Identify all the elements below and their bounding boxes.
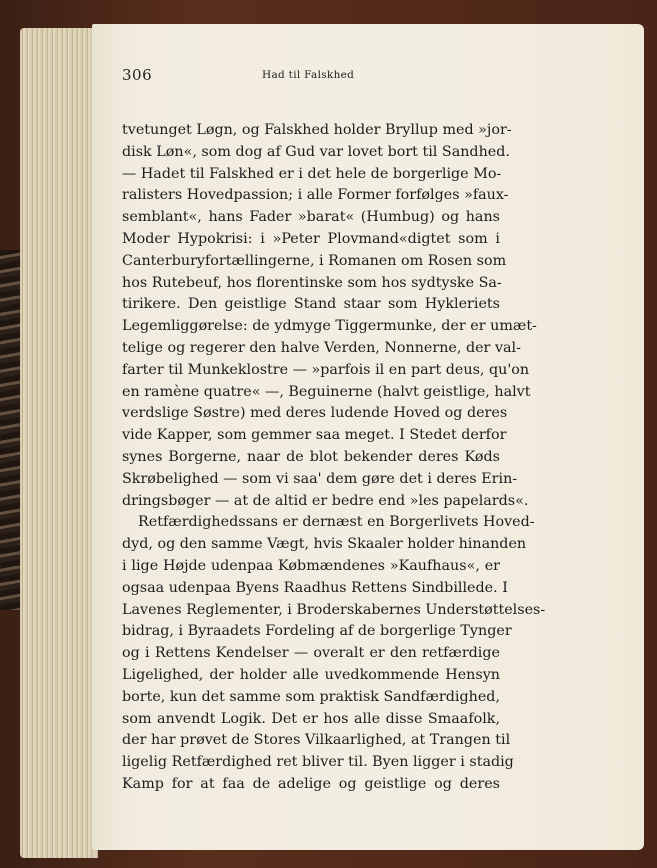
text-line: tirikere. Den geistlige Stand staar som Hykleriets bbox=[122, 296, 500, 313]
page-number: 306 bbox=[122, 66, 153, 84]
text-line: dringsbøger — at de altid er bedre end »les papelards«. bbox=[122, 492, 529, 509]
text-line: som anvendt Logik. Det er hos alle disse Smaafolk, bbox=[122, 710, 500, 727]
text-line: Retfærdighedssans er dernæst en Borgerlivets Hoved- bbox=[138, 514, 535, 531]
text-line: synes Borgerne, naar de blot bekender deres Køds bbox=[122, 448, 500, 465]
page-edges bbox=[20, 28, 98, 858]
text-line: ralisters Hovedpassion; i alle Former forfølges »faux- bbox=[122, 187, 509, 204]
text-line: Skrøbelighed — som vi saa' dem gøre det i deres Erin- bbox=[122, 470, 518, 487]
text-line: ligelig Retfærdighed ret bliver til. Byen ligger i stadig bbox=[122, 754, 514, 771]
text-line: semblant«, hans Fader »barat« (Humbug) og hans bbox=[122, 209, 500, 226]
text-line: verdslige Søstre) med deres ludende Hoved og deres bbox=[122, 405, 508, 422]
text-line: farter til Munkeklostre — »parfois il en part deus, qu'on bbox=[122, 361, 530, 378]
running-title: Had til Falskhed bbox=[262, 69, 355, 81]
text-line: dyd, og den samme Vægt, hvis Skaaler holder hinanden bbox=[122, 536, 527, 553]
text-line: og i Rettens Kendelser — overalt er den retfærdige bbox=[122, 645, 500, 662]
text-line: Moder Hypokrisi: i »Peter Plovmand«digtet som i bbox=[122, 230, 500, 247]
text-line: ogsaa udenpaa Byens Raadhus Rettens Sindbillede. I bbox=[122, 579, 508, 596]
text-line: telige og regerer den halve Verden, Nonnerne, der val- bbox=[122, 339, 521, 356]
text-line: Legemliggørelse: de ydmyge Tiggermunke, der er umæt- bbox=[122, 318, 537, 335]
text-line: bidrag, i Byraadets Fordeling af de borgerlige Tynger bbox=[122, 623, 512, 640]
text-line: tvetunget Løgn, og Falskhed holder Bryllup med »jor- bbox=[122, 122, 512, 138]
text-line: — Hadet til Falskhed er i det hele de borgerlige Mo- bbox=[122, 165, 502, 182]
text-line: der har prøvet de Stores Vilkaarlighed, at Trangen til bbox=[122, 732, 511, 749]
text-line: vide Kapper, som gemmer saa meget. I Stedet derfor bbox=[122, 427, 507, 444]
text-line: i lige Højde udenpaa Købmændenes »Kaufhaus«, er bbox=[122, 557, 500, 574]
text-line: en ramène quatre« —, Beguinerne (halvt geistlige, halvt bbox=[122, 383, 531, 400]
body-text bbox=[122, 120, 546, 796]
text-line: Canterburyfortællingerne, i Romanen om Rosen som bbox=[122, 252, 507, 269]
page-header bbox=[122, 66, 502, 90]
text-line: Kamp for at faa de adelige og geistlige og deres bbox=[122, 775, 500, 792]
text-line: disk Løn«, som dog af Gud var lovet bort til Sandhed. bbox=[122, 143, 510, 160]
text-line: Lavenes Reglementer, i Broderskabernes Understøttelses- bbox=[122, 601, 546, 618]
text-line: hos Rutebeuf, hos florentinske som hos sydtyske Sa- bbox=[122, 274, 502, 291]
text-line: Ligelighed, der holder alle uvedkommende Hensyn bbox=[122, 666, 500, 683]
text-line: borte, kun det samme som praktisk Sandfærdighed, bbox=[122, 688, 500, 705]
